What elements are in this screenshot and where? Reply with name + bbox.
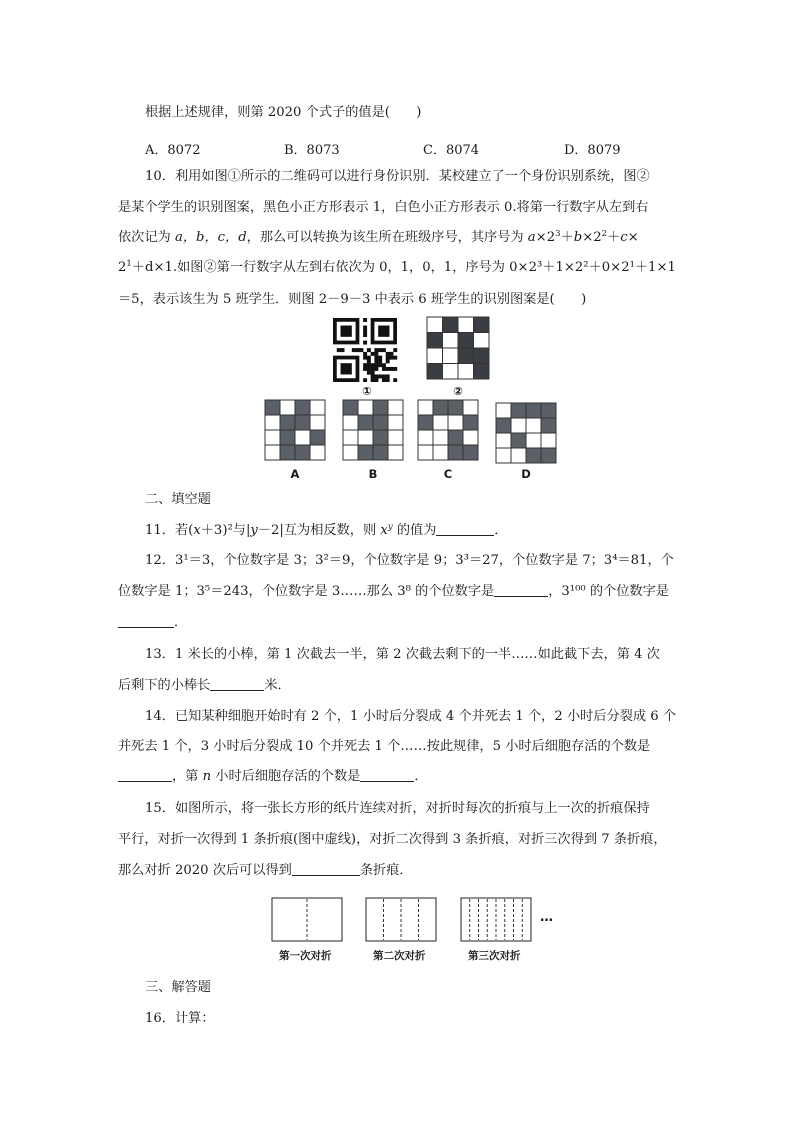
grid-cell	[343, 430, 358, 445]
q10-line3: 依次记为 a，b，c，d，那么可以转换为该生所在班级序号，其序号为 $a\times 2^3+b\times 2^2+c\times$	[118, 229, 639, 245]
qr-module	[371, 367, 375, 371]
grid-cell	[310, 430, 325, 445]
q11-line: 11．若(x＋3)²与|y－2|互为相反数，则 $x^y$ 的值为 ．	[145, 522, 508, 538]
q12-line2-b: ，3¹⁰⁰ 的个位数字是	[548, 584, 669, 599]
q11-f: 的值为	[392, 523, 437, 538]
grid-cell	[511, 403, 526, 418]
grid-cell	[511, 418, 526, 433]
grid-cell	[511, 433, 526, 448]
grid-cell	[280, 430, 295, 445]
q14-n: n	[202, 769, 212, 784]
qr-module	[371, 371, 375, 375]
qr-module	[363, 318, 367, 322]
fold-ellipsis: …	[540, 910, 553, 925]
option-c-grid	[417, 399, 479, 461]
grid-cell	[427, 348, 443, 364]
option-b-grid	[342, 399, 404, 461]
qr-module	[363, 356, 367, 360]
fig1-label: ①	[362, 384, 372, 398]
grid-cell	[295, 445, 310, 460]
grid-cell	[280, 445, 295, 460]
q14-answer-blank-1[interactable]	[118, 768, 172, 782]
q10-line2: 是某个学生的识别图案，黑色小正方形表示 1，白色小正方形表示 0.将第一行数字从左到右	[118, 200, 649, 215]
grid-cell	[310, 445, 325, 460]
grid-cell	[458, 364, 474, 380]
grid-cell	[358, 430, 373, 445]
qr-module	[378, 356, 382, 360]
choice-a: A．8072	[145, 143, 201, 158]
section-3-heading: 三、解答题	[145, 980, 211, 995]
q15-answer-blank[interactable]	[292, 862, 360, 876]
grid-cell	[388, 400, 403, 415]
qr-module	[367, 348, 371, 352]
grid-cell	[496, 433, 511, 448]
option-c-label: C	[443, 467, 453, 481]
grid-cell	[433, 400, 448, 415]
q11-x: x	[193, 523, 201, 538]
qr-module	[374, 352, 378, 356]
qr-code-figure	[333, 318, 401, 382]
grid-cell	[265, 400, 280, 415]
grid-cell	[463, 430, 478, 445]
option-d-grid	[495, 402, 557, 464]
grid-cell	[265, 445, 280, 460]
q11-c: ＋3)²与|	[200, 523, 251, 538]
qr-module	[374, 374, 378, 378]
choice-c: C．8074	[423, 143, 480, 158]
grid-cell	[310, 400, 325, 415]
qr-module	[356, 348, 360, 352]
q11-g: ．	[494, 523, 508, 538]
grid-cell	[295, 430, 310, 445]
q15-line3	[118, 862, 413, 880]
qr-module	[389, 356, 393, 360]
q13-line2-b: 米．	[264, 678, 291, 693]
grid-cell	[443, 364, 459, 380]
qr-module	[374, 359, 378, 363]
grid-cell	[265, 430, 280, 445]
grid-cell	[310, 415, 325, 430]
q12-line2	[118, 583, 669, 601]
qr-finder-pattern	[378, 326, 389, 337]
q13-line1: 13．1 米长的小棒，第 1 次截去一半，第 2 次截去剩下的一半……如此截下去，第 4 次	[145, 647, 660, 662]
grid-cell	[526, 433, 541, 448]
qr-module	[386, 367, 390, 371]
choice-b: B．8073	[284, 143, 340, 158]
qr-module	[382, 374, 386, 378]
q12-line2-a: 位数字是 1；3⁵＝243，个位数字是 3……那么 3⁸ 的个位数字是	[118, 584, 495, 599]
grid-cell	[474, 317, 490, 333]
q14-line3-b: 小时后细胞存活的个数是	[211, 769, 361, 784]
qr-module	[378, 348, 382, 352]
qr-module	[393, 378, 397, 382]
q14-line3-a: ，第	[172, 769, 203, 784]
q12-line3	[118, 614, 187, 632]
q14-line1: 14．已知某种细胞开始时有 2 个，1 小时后分裂成 4 个并死去 1 个，2 小时后分裂成 6 个	[145, 709, 677, 724]
grid-cell	[358, 445, 373, 460]
grid-cell	[541, 403, 556, 418]
q12-answer-blank-2[interactable]	[118, 614, 174, 628]
q11-y: y	[250, 523, 258, 538]
grid-cell	[295, 415, 310, 430]
qr-module	[367, 367, 371, 371]
grid-cell	[427, 364, 443, 380]
grid-cell	[388, 415, 403, 430]
q14-line3-c: ．	[414, 769, 428, 784]
q10-line5: ＝5，表示该生为 5 班学生．则图 2－9－3 中表示 6 班学生的识别图案是( )	[118, 292, 587, 307]
grid-cell	[541, 418, 556, 433]
q10-line3-a: 依次记为	[118, 230, 175, 245]
qr-module	[386, 352, 390, 356]
qr-module	[371, 363, 375, 367]
fold-3-caption: 第三次对折	[468, 950, 521, 962]
qr-module	[367, 356, 371, 360]
qr-module	[371, 378, 375, 382]
q12-line1: 12．3¹＝3，个位数字是 3；3²＝9，个位数字是 9；3³＝27，个位数字是 7；3⁴＝81，个	[145, 553, 674, 568]
grid-cell	[443, 333, 459, 349]
qr-module	[363, 326, 367, 330]
qr-module	[374, 356, 378, 360]
grid-cell	[526, 403, 541, 418]
qr-finder-pattern	[341, 363, 352, 374]
grid-cell	[418, 430, 433, 445]
qr-module	[374, 348, 378, 352]
q11-a: 11．若(	[145, 523, 194, 538]
qr-module	[374, 363, 378, 367]
qr-module	[386, 378, 390, 382]
q15-line3-a: 那么对折 2020 次后可以得到	[118, 863, 292, 878]
qr-module	[386, 359, 390, 363]
grid-cell	[458, 317, 474, 333]
grid-cell	[418, 415, 433, 430]
grid-cell	[458, 348, 474, 364]
qr-module	[374, 378, 378, 382]
q12-line3-end: ．	[174, 615, 188, 630]
q13-answer-blank[interactable]	[210, 677, 264, 691]
qr-module	[382, 363, 386, 367]
qr-module	[374, 367, 378, 371]
fold-1-diagram	[271, 897, 343, 942]
grid-cell	[373, 400, 388, 415]
q9-prompt: 根据上述规律，则第 2020 个式子的值是( )	[145, 105, 422, 120]
qr-module	[352, 348, 356, 352]
grid-cell	[295, 400, 310, 415]
option-b-label: B	[368, 467, 378, 481]
grid-cell	[511, 448, 526, 463]
grid-cell	[373, 415, 388, 430]
qr-module	[363, 367, 367, 371]
qr-module	[378, 363, 382, 367]
grid-cell	[418, 400, 433, 415]
grid-cell	[388, 445, 403, 460]
grid-cell	[496, 403, 511, 418]
grid-cell	[463, 415, 478, 430]
qr-module	[363, 329, 367, 333]
q15-line3-b: 条折痕．	[359, 863, 413, 878]
fig2-grid	[426, 316, 490, 380]
fold-1-caption: 第一次对折	[279, 950, 332, 962]
qr-module	[371, 374, 375, 378]
q13-line2-a: 后剩下的小棒长	[118, 678, 211, 693]
grid-cell	[474, 333, 490, 349]
grid-cell	[265, 415, 280, 430]
grid-cell	[343, 445, 358, 460]
qr-module	[363, 378, 367, 382]
grid-cell	[496, 448, 511, 463]
q10-vars: a，b，c，d	[174, 230, 247, 245]
qr-finder-pattern	[341, 326, 352, 337]
grid-cell	[526, 418, 541, 433]
qr-module	[363, 341, 367, 345]
choice-d: D．8079	[564, 143, 621, 158]
qr-module	[341, 348, 345, 352]
grid-cell	[358, 400, 373, 415]
grid-cell	[458, 333, 474, 349]
q10-line4: $2^1+d\times 1$.如图②第一行数字从左到右依次为 0，1，0，1，序号为 0×2³＋1×2²＋0×2¹＋1×1	[118, 259, 676, 275]
fig2-label: ②	[453, 384, 463, 398]
q11-answer-blank[interactable]	[436, 522, 494, 536]
grid-cell	[433, 445, 448, 460]
qr-module	[363, 333, 367, 337]
grid-cell	[418, 445, 433, 460]
option-a-grid	[264, 399, 326, 461]
qr-module	[393, 367, 397, 371]
fold-3-diagram	[460, 897, 532, 942]
grid-cell	[526, 448, 541, 463]
grid-cell	[358, 415, 373, 430]
grid-cell	[280, 400, 295, 415]
grid-cell	[443, 317, 459, 333]
grid-cell	[463, 400, 478, 415]
grid-cell	[448, 415, 463, 430]
qr-module	[393, 356, 397, 360]
grid-cell	[443, 348, 459, 364]
grid-cell	[373, 445, 388, 460]
qr-module	[389, 352, 393, 356]
option-a-label: A	[290, 467, 300, 481]
q10-line4-text: ＋d×1.如图②第一行数字从左到右依次为 0，1，0，1，序号为 0×2³＋1×2²＋0×2¹＋1×1	[131, 260, 676, 275]
q15-line2: 平行，对折一次得到 1 条折痕(图中虚线)，对折二次得到 3 条折痕，对折三次得到 7 条折痕，	[118, 832, 667, 847]
option-d-label: D	[521, 467, 531, 481]
qr-module	[363, 363, 367, 367]
grid-cell	[448, 430, 463, 445]
grid-cell	[474, 348, 490, 364]
grid-cell	[388, 430, 403, 445]
grid-cell	[448, 400, 463, 415]
grid-cell	[280, 415, 295, 430]
q14-line3	[118, 768, 428, 786]
grid-cell	[463, 445, 478, 460]
grid-cell	[343, 415, 358, 430]
qr-module	[393, 348, 397, 352]
qr-module	[389, 367, 393, 371]
grid-cell	[373, 430, 388, 445]
qr-module	[382, 367, 386, 371]
qr-module	[386, 356, 390, 360]
q14-answer-blank-2[interactable]	[360, 768, 414, 782]
qr-module	[367, 363, 371, 367]
q13-line2	[118, 677, 291, 695]
grid-cell	[474, 364, 490, 380]
grid-cell	[541, 448, 556, 463]
q10-line3-b: ，那么可以转换为该生所在班级序号，其序号为	[246, 230, 528, 245]
q14-line2: 并死去 1 个，3 小时后分裂成 10 个并死去 1 个……按此规律，5 小时后细胞存活的个数是	[118, 739, 651, 754]
grid-cell	[427, 317, 443, 333]
qr-module	[367, 359, 371, 363]
qr-module	[367, 371, 371, 375]
qr-module	[371, 352, 375, 356]
section-2-heading: 二、填空题	[145, 492, 211, 507]
qr-module	[386, 374, 390, 378]
grid-cell	[448, 445, 463, 460]
fold-2-diagram	[365, 897, 437, 942]
grid-cell	[433, 415, 448, 430]
grid-cell	[343, 400, 358, 415]
q16-line: 16．计算：	[145, 1011, 215, 1026]
qr-module	[337, 348, 341, 352]
q12-answer-blank-1[interactable]	[494, 583, 548, 597]
grid-cell	[496, 418, 511, 433]
qr-module	[378, 374, 382, 378]
qr-module	[363, 352, 367, 356]
grid-cell	[427, 333, 443, 349]
grid-cell	[433, 430, 448, 445]
qr-module	[378, 359, 382, 363]
qr-module	[359, 348, 363, 352]
q11-e: －2|互为相反数，则	[257, 523, 381, 538]
qr-module	[382, 348, 386, 352]
fold-2-caption: 第二次对折	[373, 950, 426, 962]
q10-line1: 10．利用如图①所示的二维码可以进行身份识别．某校建立了一个身份识别系统，图②	[145, 169, 650, 184]
qr-module	[382, 378, 386, 382]
grid-cell	[541, 433, 556, 448]
q15-line1: 15．如图所示，将一张长方形的纸片连续对折，对折时每次的折痕与上一次的折痕保持	[145, 801, 650, 816]
